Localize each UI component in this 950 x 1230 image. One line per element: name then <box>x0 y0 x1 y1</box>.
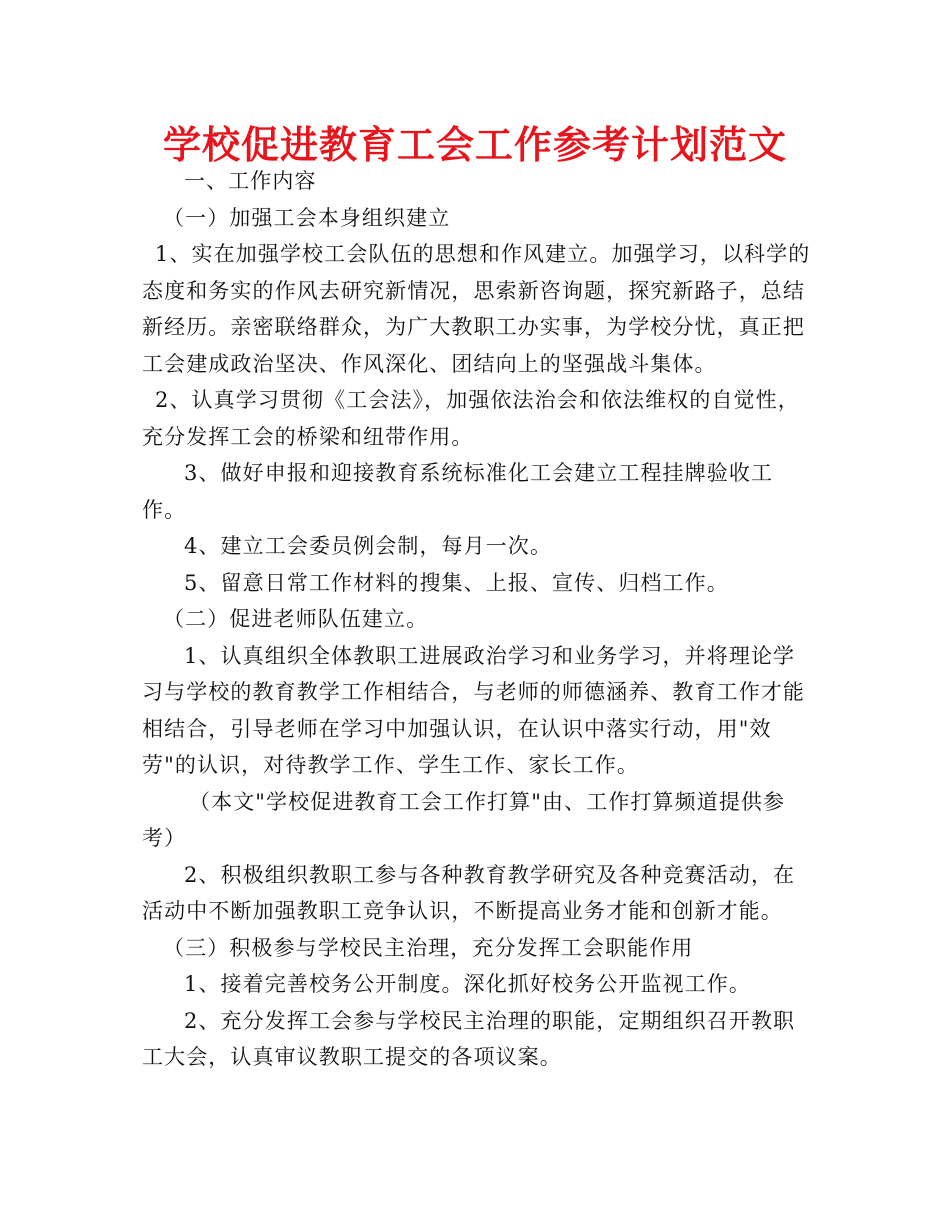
document-body <box>142 163 812 1076</box>
paragraph-1-1: 1、实在加强学校工会队伍的思想和作风建立。加强学习，以科学的态度和务实的作风去研究新情况，思索新咨询题，探究新路子，总结新经历。亲密联络群众，为广大教职工办实事，为学校分忧，真正把工会建成政治坚决、作风深化、团结向上的坚强战斗集体。 <box>142 242 811 376</box>
paragraph-2-2: 2、积极组织教职工参与各种教育教学研究及各种竞赛活动，在活动中不断加强教职工竞争认识，不断提高业务才能和创新才能。 <box>142 862 796 923</box>
document-title: 学校促进教育工会工作参考计划范文 <box>162 123 787 167</box>
paragraph-3-2: 2、充分发挥工会参与学校民主治理的职能，定期组织召开教职工大会，认真审议教职工提交的各项议案。 <box>142 1008 796 1069</box>
paragraph-1-4: 4、建立工会委员例会制，每月一次。 <box>184 534 553 558</box>
subsection-heading-2: （二）促进老师队伍建立。 <box>163 607 429 631</box>
source-note: （本文"学校促进教育工会工作打算"由、工作打算频道提供参考） <box>142 789 786 850</box>
paragraph-1-2: 2、认真学习贯彻《工会法》，加强依法治会和依法维权的自觉性，充分发挥工会的桥梁和纽带作用。 <box>142 388 800 449</box>
paragraph-2-1: 1、认真组织全体教职工进展政治学习和业务学习，并将理论学习与学校的教育教学工作相结合，与老师的师德涵养、教育工作才能相结合，引导老师在学习中加强认识，在认识中落实行动，用"效劳"的认识，对待教学工作、学生工作、家长工作。 <box>142 643 805 777</box>
paragraph-3-1: 1、接着完善校务公开制度。深化抓好校务公开监视工作。 <box>184 972 751 996</box>
subsection-heading-1: （一）加强工会本身组织建立 <box>163 205 451 230</box>
subsection-heading-3: （三）积极参与学校民主治理，充分发挥工会职能作用 <box>163 935 694 960</box>
paragraph-1-5: 5、留意日常工作材料的搜集、上报、宣传、归档工作。 <box>184 570 729 595</box>
section-heading-work-content: 一、工作内容 <box>184 169 317 193</box>
paragraph-1-3: 3、做好申报和迎接教育系统标准化工会建立工程挂牌验收工作。 <box>142 461 774 522</box>
